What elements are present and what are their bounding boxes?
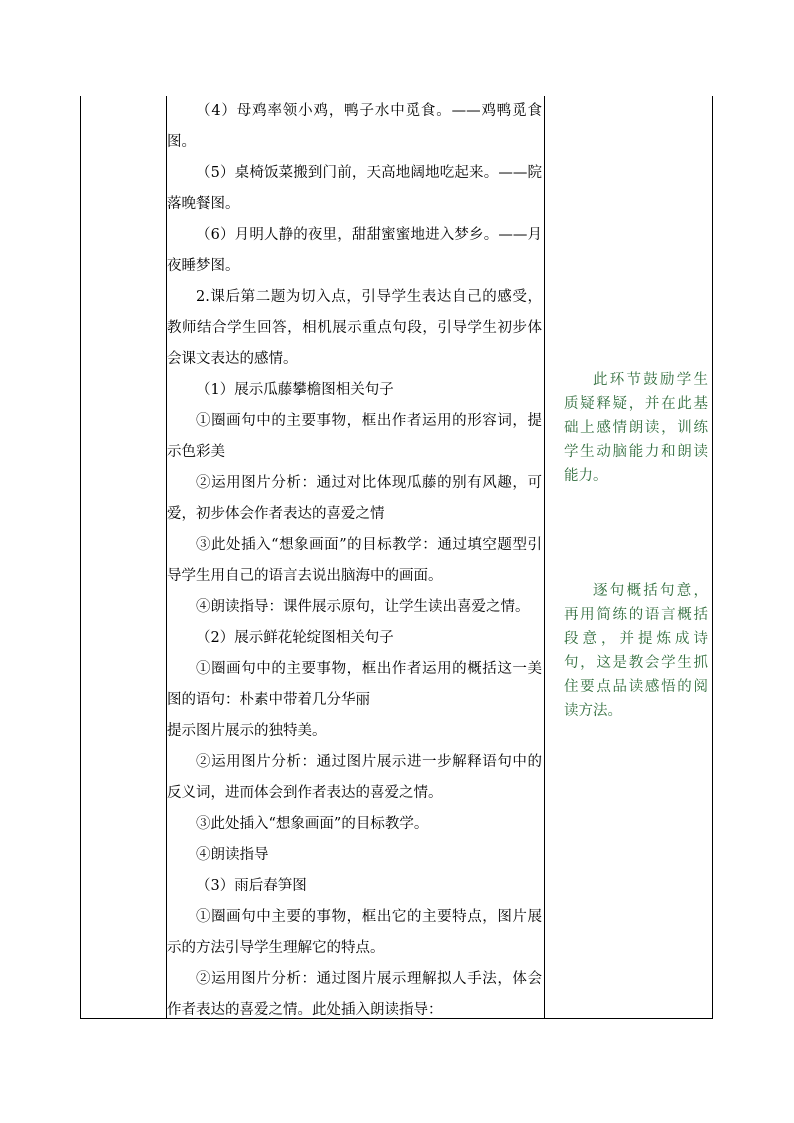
step-paragraph: ①圈画句中主要的事物，框出它的主要特点，图片展示的方法引导学生理解它的特点。: [167, 909, 542, 956]
step-paragraph: （6）月明人静的夜里，甜甜蜜蜜地进入梦乡。——月夜睡梦图。: [167, 227, 542, 274]
step-paragraph: ①圈画句中的主要事物，框出作者运用的形容词，提示色彩美: [167, 413, 542, 460]
step-paragraph: ③此处插入“想象画面”的目标教学。: [196, 816, 429, 832]
step-paragraph: 2.课后第二题为切入点，引导学生表达自己的感受，教师结合学生回答，相机展示重点句段，引导学生初步体会课文表达的感情。: [167, 289, 542, 367]
section-heading: （3）雨后春笋图: [196, 878, 307, 894]
design-intent-note: 此环节鼓励学生质疑释疑，并在此基础上感情朗读，训练学生动脑能力和朗读能力。: [564, 372, 708, 484]
section-heading: （1）展示瓜藤攀檐图相关句子: [196, 382, 394, 398]
step-paragraph: ②运用图片分析：通过图片展示进一步解释语句中的反义词，进而体会到作者表达的喜爱之情。: [167, 754, 542, 801]
step-paragraph: ①圈画句中的主要事物，框出作者运用的概括这一美图的语句：朴素中带着几分华丽: [167, 661, 542, 708]
section-heading: （2）展示鲜花轮绽图相关句子: [196, 630, 394, 646]
step-paragraph: ③此处插入“想象画面”的目标教学：通过填空题型引导学生用自己的语言去说出脑海中的画面。: [167, 537, 542, 584]
step-paragraph: （4）母鸡率领小鸡，鸭子水中觅食。——鸡鸭觅食图。: [167, 103, 542, 150]
step-paragraph: 提示图片展示的独特美。: [167, 723, 327, 739]
step-paragraph: ④朗读指导：课件展示原句，让学生读出喜爱之情。: [196, 599, 530, 615]
step-paragraph: ②运用图片分析：通过对比体现瓜藤的别有风趣，可爱，初步体会作者表达的喜爱之情: [167, 475, 542, 522]
design-intent-note: 逐句概括句意，再用简练的语言概括段意，并提炼成诗句，这是教会学生抓住要点品读感悟的阅读方法。: [564, 583, 708, 719]
table-column-divider-right: [544, 96, 545, 1018]
step-paragraph: ④朗读指导: [196, 847, 269, 863]
teaching-process-column: [167, 96, 542, 1026]
step-paragraph: （5）桌椅饭菜搬到门前，天高地阔地吃起来。——院落晚餐图。: [167, 165, 542, 212]
step-paragraph: ②运用图片分析：通过图片展示理解拟人手法，体会作者表达的喜爱之情。此处插入朗读指导：: [167, 971, 542, 1018]
